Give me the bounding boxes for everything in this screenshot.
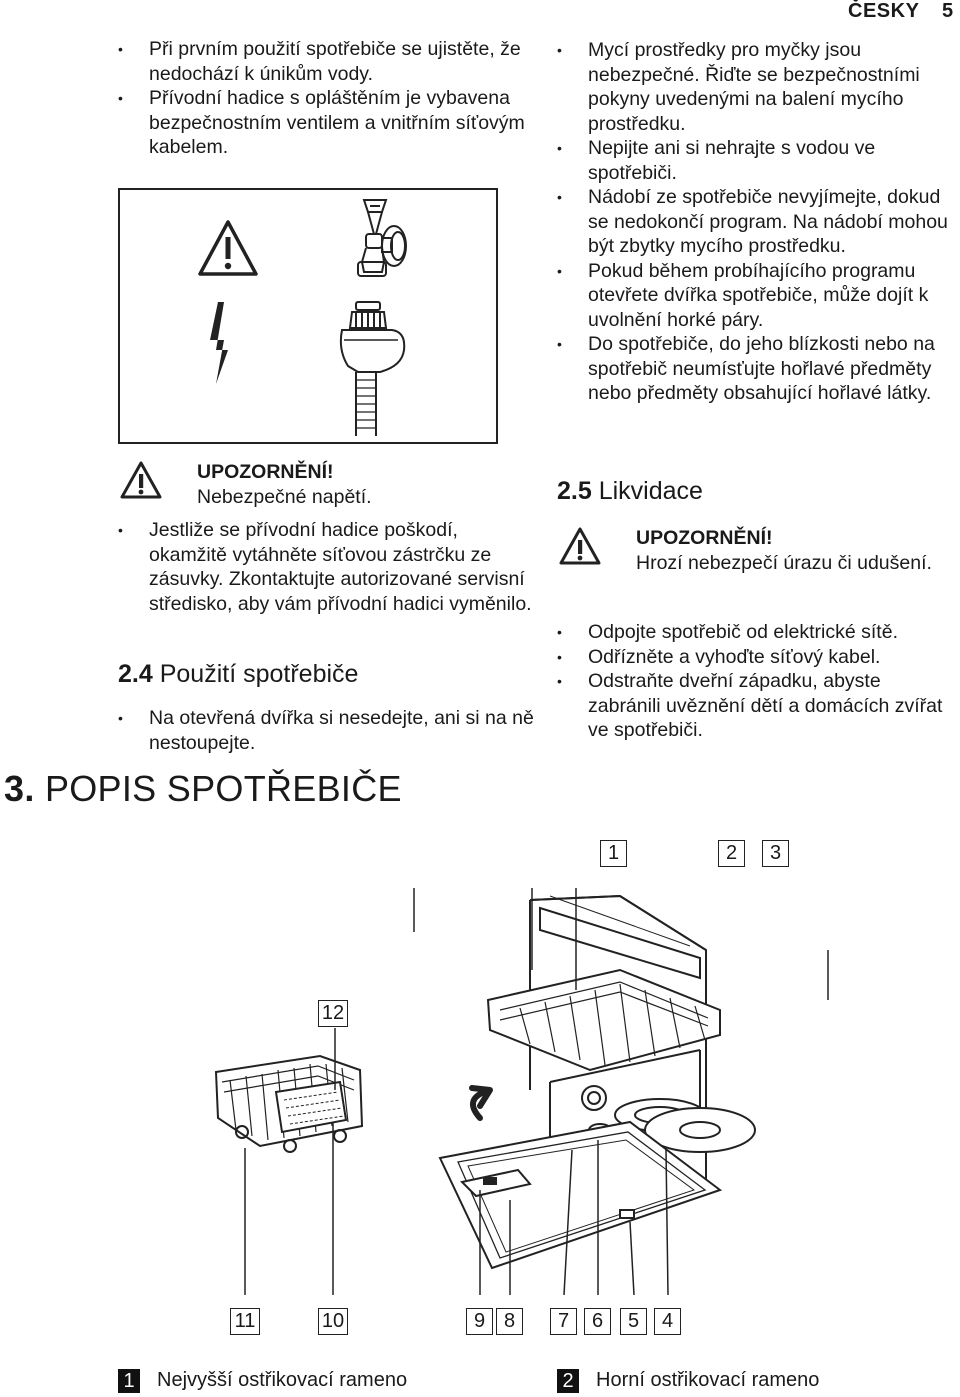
callout-8: 8 bbox=[496, 1308, 523, 1335]
chapter-heading bbox=[4, 768, 402, 810]
chapter-number: 3. bbox=[4, 768, 35, 809]
legend-number: 1 bbox=[118, 1369, 140, 1393]
hose-illustration bbox=[120, 190, 496, 442]
dishwasher-diagram bbox=[200, 860, 900, 1310]
hose-icon bbox=[341, 302, 404, 436]
legend-number: 2 bbox=[557, 1369, 579, 1393]
section-number: 2.5 bbox=[557, 477, 592, 505]
callout-7: 7 bbox=[550, 1308, 577, 1335]
callout-12: 12 bbox=[318, 1000, 348, 1027]
left-bullets-after-warning bbox=[118, 518, 538, 616]
callout-4: 4 bbox=[654, 1308, 681, 1335]
warning-text: Nebezpečné napětí. bbox=[197, 485, 372, 508]
callout-3: 3 bbox=[762, 840, 789, 867]
warning-icon bbox=[559, 526, 601, 566]
section-number: 2.4 bbox=[118, 660, 153, 688]
electric-hazard-illustration bbox=[118, 188, 498, 444]
list-item: • Při prvním použití spotřebiče se ujistěte, že nedochází k únikům vody. bbox=[118, 37, 538, 86]
list-item: • Odstraňte dveřní západku, abyste zabránili uvěznění dětí a domácích zvířat ve spotřebiči. bbox=[557, 669, 957, 743]
warning-title: UPOZORNĚNÍ! bbox=[197, 461, 334, 483]
list-item: • Odřízněte a vyhoďte síťový kabel. bbox=[557, 645, 957, 670]
warning-icon bbox=[120, 460, 162, 500]
legend-label: Nejvyšší ostřikovací rameno bbox=[157, 1369, 408, 1391]
warning-text: Hrozí nebezpečí úrazu či udušení. bbox=[636, 551, 932, 574]
callout-1: 1 bbox=[600, 840, 627, 867]
list-item: • Na otevřená dvířka si nesedejte, ani si na ně nestoupejte. bbox=[118, 706, 538, 755]
left-bullets-top bbox=[118, 37, 538, 160]
list-item: • Pokud během probíhajícího programu otevřete dvířka spotřebiče, může dojít k uvolnění horké páry. bbox=[557, 259, 957, 333]
list-item: • Do spotřebiče, do jeho blízkosti nebo na spotřebič neumísťujte hořlavé předměty nebo předměty obsahující hořlavé látky. bbox=[557, 332, 957, 406]
legend-label: Horní ostřikovací rameno bbox=[596, 1369, 820, 1391]
right-bullets-top bbox=[557, 38, 957, 406]
callout-10: 10 bbox=[318, 1308, 348, 1335]
callout-5: 5 bbox=[620, 1308, 647, 1335]
list-item: • Nádobí ze spotřebiče nevyjímejte, dokud se nedokončí program. Na nádobí mohou být zbytky mycího prostředku. bbox=[557, 185, 957, 259]
list-item: • Přívodní hadice s opláštěním je vybavena bezpečnostním ventilem a vnitřním síťovým kabelem. bbox=[118, 86, 538, 160]
list-item: • Nepijte ani si nehrajte s vodou ve spotřebiči. bbox=[557, 136, 957, 185]
list-item: • Jestliže se přívodní hadice poškodí, okamžitě vytáhněte síťovou zástrčku ze zásuvky. Zkontaktujte autorizované servisní středisko, aby vám přívodní hadici vyměnilo. bbox=[118, 518, 538, 616]
callout-2: 2 bbox=[718, 840, 745, 867]
warning-triangle-icon bbox=[200, 222, 256, 274]
left-bullets-2-4 bbox=[118, 706, 538, 755]
section-title: Použití spotřebiče bbox=[159, 660, 359, 688]
right-bullets-2-5 bbox=[557, 620, 957, 743]
section-2-5-heading bbox=[557, 477, 703, 506]
list-item: • Odpojte spotřebič od elektrické sítě. bbox=[557, 620, 957, 645]
tap-icon bbox=[358, 200, 406, 276]
callout-6: 6 bbox=[584, 1308, 611, 1335]
lightning-icon bbox=[210, 302, 228, 384]
warning-block-suffocation bbox=[636, 526, 936, 575]
section-title: Likvidace bbox=[598, 477, 703, 505]
callout-11: 11 bbox=[230, 1308, 260, 1335]
warning-title: UPOZORNĚNÍ! bbox=[636, 527, 773, 549]
callout-9: 9 bbox=[466, 1308, 493, 1335]
header-language: ČESKY bbox=[848, 0, 920, 22]
page-number: 5 bbox=[942, 0, 954, 22]
chapter-title: POPIS SPOTŘEBIČE bbox=[44, 768, 402, 809]
list-item: • Mycí prostředky pro myčky jsou nebezpečné. Řiďte se bezpečnostními pokyny uvedenými na balení mycího prostředku. bbox=[557, 38, 957, 136]
warning-block-voltage bbox=[197, 460, 527, 509]
section-2-4-heading bbox=[118, 660, 358, 689]
